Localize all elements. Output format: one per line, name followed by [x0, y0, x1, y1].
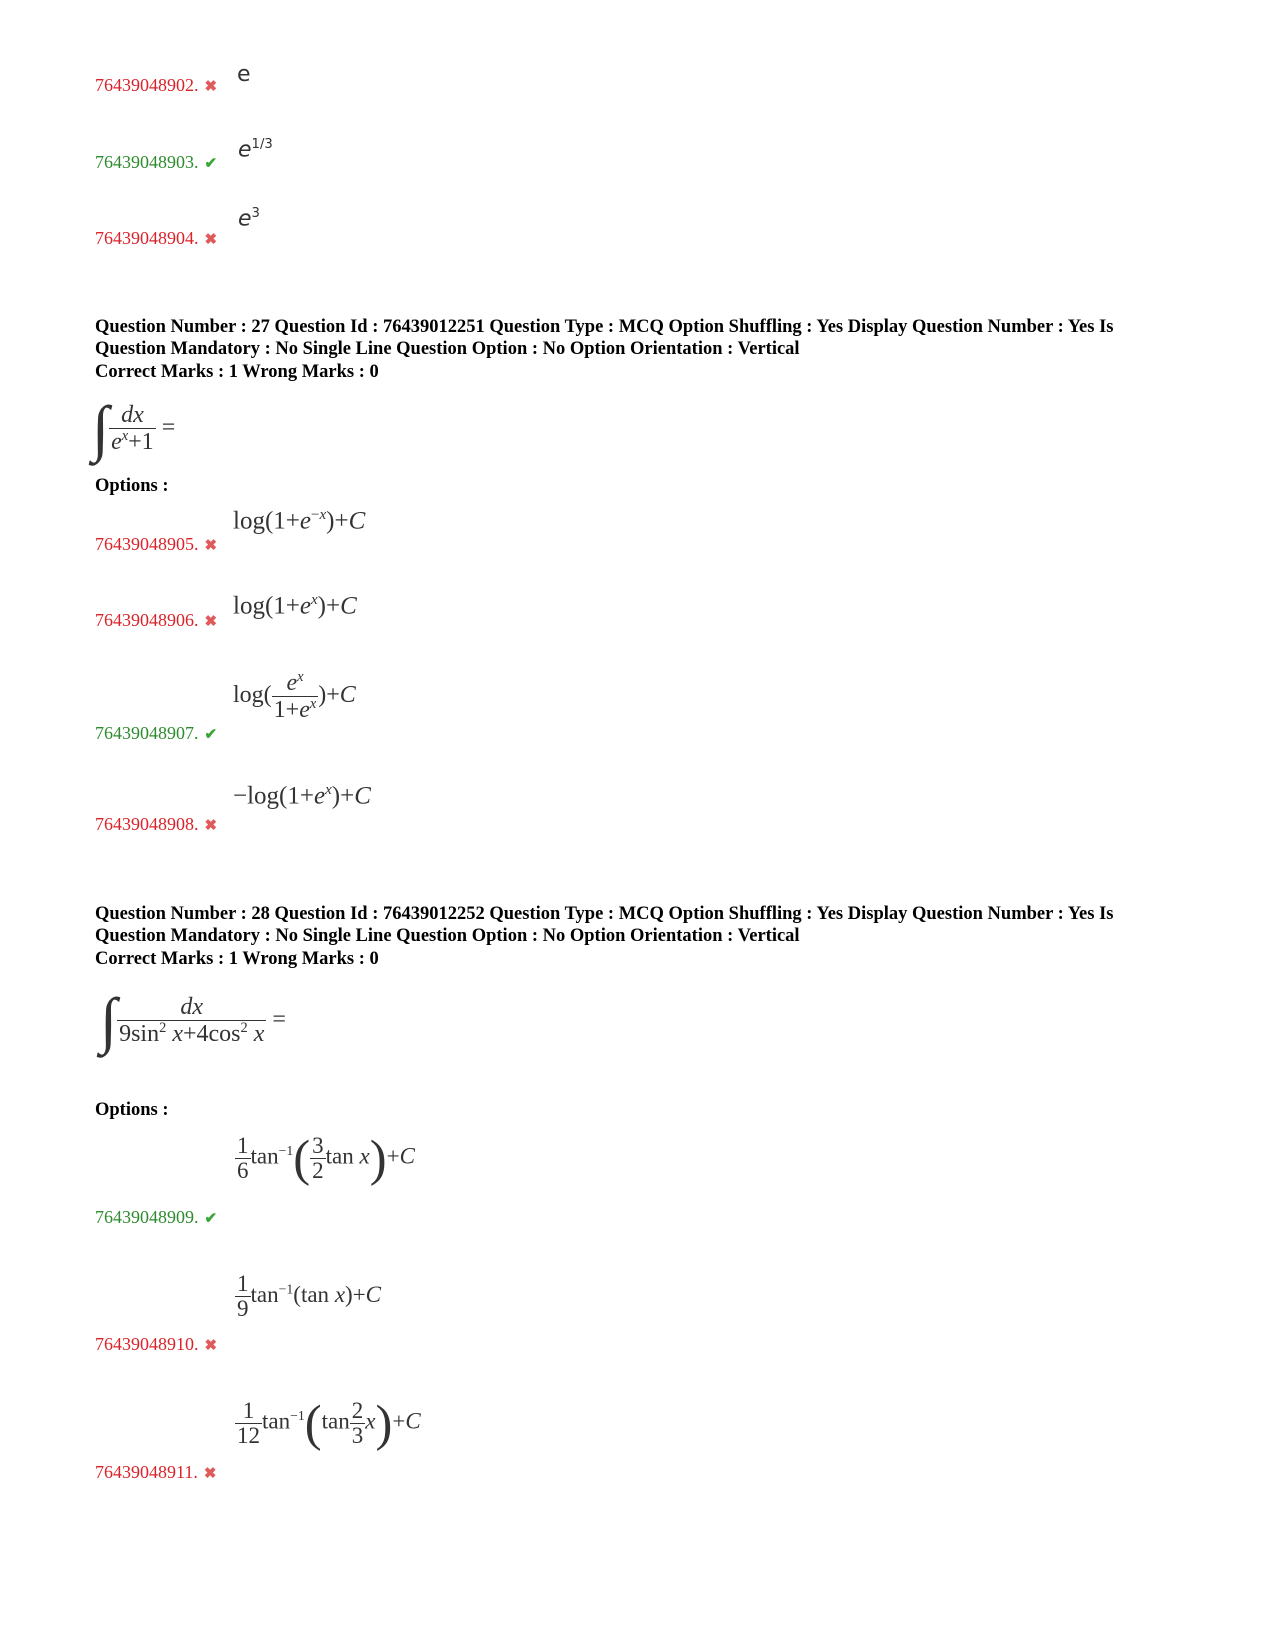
option-expression — [238, 206, 260, 231]
option-row — [95, 610, 217, 631]
q-den-rest: +1 — [128, 429, 154, 456]
cross-icon: ✖ — [204, 818, 218, 834]
option-row — [95, 1207, 217, 1228]
option-row — [95, 228, 217, 249]
option-row — [95, 152, 217, 173]
cross-icon: ✖ — [204, 232, 218, 248]
math-base: e — [238, 206, 252, 232]
option-expression: $\log(1+e^x)+C$ — [233, 592, 357, 620]
option-row — [95, 814, 217, 835]
meta-line: Question Mandatory : No Single Line Question Option : No Option Orientation : Vertical — [95, 339, 800, 359]
question-meta — [95, 316, 1205, 360]
exp-num: 1 — [251, 137, 260, 152]
option-text: e — [237, 62, 251, 87]
cross-icon: ✖ — [203, 1466, 217, 1482]
math-base: e — [238, 137, 252, 163]
option-expression: $\frac{1}{6}$ $\tan^{-1}$( $\frac{3}{2}$ tan x)+C — [237, 1130, 415, 1186]
exp-den: 3 — [264, 137, 273, 152]
option-id: 76439048903. — [95, 152, 199, 172]
option-id: 76439048904. — [95, 228, 199, 248]
check-icon: ✔ — [204, 727, 218, 743]
q-eq: = — [161, 414, 176, 441]
option-row — [95, 75, 217, 96]
option-id: 76439048911. — [95, 1462, 198, 1482]
option-id: 76439048907. — [95, 723, 199, 743]
option-expression: $\log(1+e^{-x})+C$ — [233, 507, 366, 535]
option-row — [95, 534, 217, 555]
marks-line: Correct Marks : 1 Wrong Marks : 0 — [95, 949, 379, 969]
option-id: 76439048910. — [95, 1334, 199, 1354]
option-expression: $\frac{1}{12}$ $\tan^{-1}(\tan$ $\frac{2}{3}$ x)+C — [237, 1395, 421, 1451]
q-den-exp: x — [121, 428, 129, 445]
check-icon: ✔ — [204, 156, 218, 172]
option-expression: $\frac{1}{9}$ $\tan^{-1}(\tan$ x)+C — [237, 1271, 382, 1322]
meta-line: Question Number : 28 Question Id : 76439012252 Question Type : MCQ Option Shuffling : Yes Display Question Number : Yes Is — [95, 904, 1114, 924]
option-row — [95, 1462, 216, 1483]
cross-icon: ✖ — [204, 79, 218, 95]
question-expression: ∫ $\frac{dx}{9\sin^2 x+4\cos^2 x}$ = — [100, 986, 286, 1055]
marks-line: Correct Marks : 1 Wrong Marks : 0 — [95, 362, 379, 382]
option-id: 76439048902. — [95, 75, 199, 95]
meta-line: Question Mandatory : No Single Line Question Option : No Option Orientation : Vertical — [95, 926, 800, 946]
math-exp: 3 — [251, 206, 260, 221]
question-meta — [95, 903, 1205, 947]
option-id: 76439048908. — [95, 814, 199, 834]
option-expression — [237, 62, 251, 87]
q-num: dx — [121, 402, 144, 429]
q-den-base: e — [111, 429, 122, 456]
question-expression: ∫ $\frac{dx}{e^x+1}$ = — [92, 394, 176, 463]
option-expression: log( $\frac{e^x}{1+e^x}$ )+C — [233, 669, 356, 724]
option-expression: $e^{1/3}$ — [238, 137, 273, 163]
cross-icon: ✖ — [204, 614, 218, 630]
meta-line: Question Number : 27 Question Id : 76439012251 Question Type : MCQ Option Shuffling : Yes Display Question Number : Yes Is — [95, 317, 1114, 337]
option-expression: $-\log(1+e^x)+C$ — [233, 782, 371, 810]
option-row — [95, 1334, 217, 1355]
check-icon: ✔ — [204, 1211, 218, 1227]
cross-icon: ✖ — [204, 1338, 218, 1354]
option-id: 76439048905. — [95, 534, 199, 554]
option-id: 76439048909. — [95, 1207, 199, 1227]
option-id: 76439048906. — [95, 610, 199, 630]
cross-icon: ✖ — [204, 538, 218, 554]
options-label: Options : — [95, 476, 169, 496]
option-row — [95, 723, 217, 744]
options-label: Options : — [95, 1100, 169, 1120]
